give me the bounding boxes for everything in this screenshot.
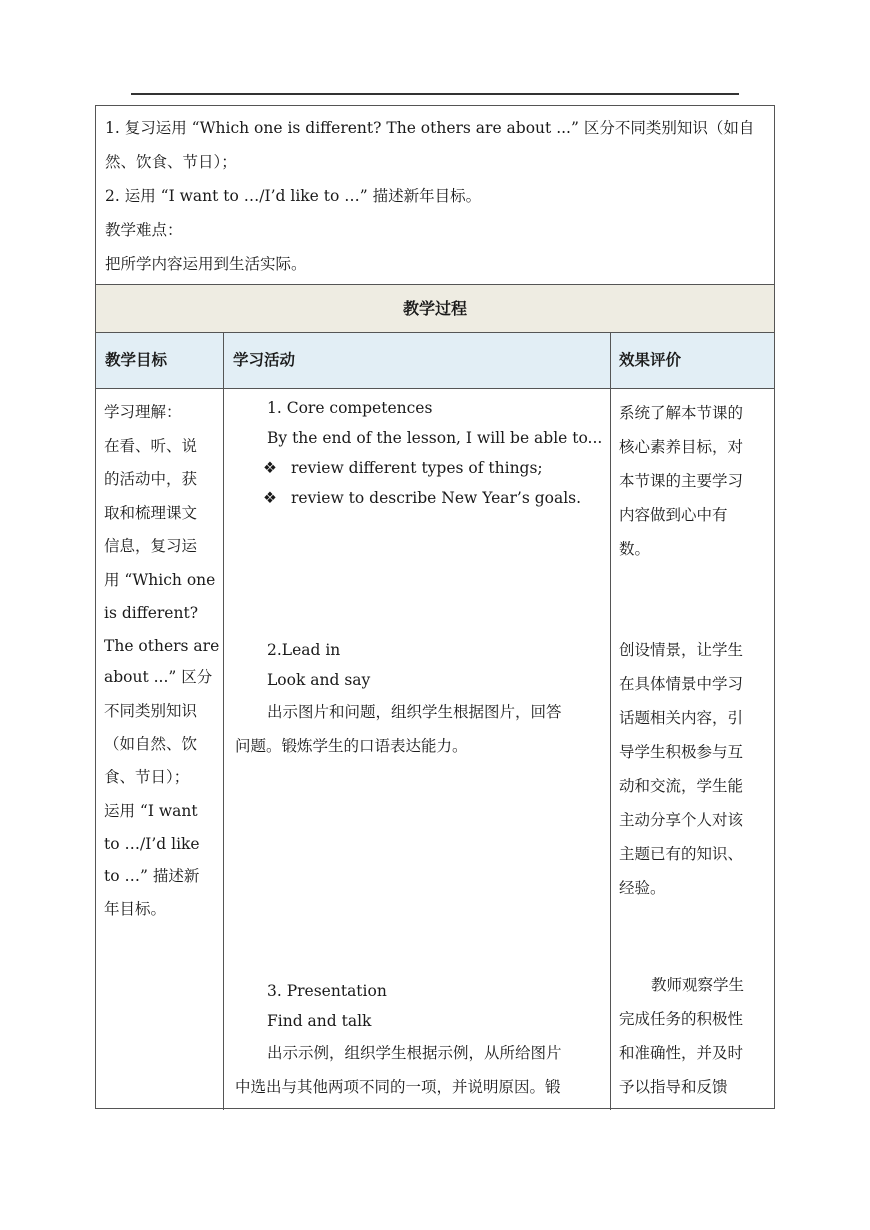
evaluation-line: 主动分享个人对该 [619, 811, 744, 829]
goal-line: 信息，复习运 [104, 537, 198, 555]
goal-line: 运用 “I want [104, 802, 198, 820]
lead-heading: 2.Lead in [267, 641, 341, 659]
column-header-row [96, 333, 774, 389]
presentation-text: 出示示例，组织学生根据示例，从所给图片 [267, 1044, 562, 1062]
column-header-activity: 学习活动 [233, 350, 296, 369]
goal-line: to …” 描述新 [104, 867, 200, 885]
core-item [263, 483, 581, 513]
evaluation-line: 完成任务的积极性 [619, 1010, 744, 1028]
goal-line: The others are [104, 636, 220, 655]
evaluation-line: 在具体情景中学习 [619, 675, 744, 693]
activity-cell [233, 393, 605, 1108]
evaluation-line: 经验。 [619, 879, 666, 897]
goal-line: 取和梳理课文 [104, 503, 198, 522]
goal-line: 学习理解： [104, 403, 182, 421]
intro-line: 教学难点： [105, 221, 183, 239]
evaluation-line: 导学生积极参与互 [619, 743, 744, 761]
evaluation-line: 予以指导和反馈 [619, 1078, 728, 1096]
lead-text: 问题。锻炼学生的口语表达能力。 [235, 737, 468, 755]
evaluation-line: 动和交流，学生能 [619, 777, 744, 795]
evaluation-line: 主题已有的知识、 [619, 845, 744, 863]
column-divider [223, 333, 224, 1110]
goal-line: 年目标。 [104, 900, 167, 918]
lead-text: 出示图片和问题，组织学生根据图片，回答 [267, 703, 562, 721]
core-item-text: review different types of things; [291, 459, 543, 477]
evaluation-line: 教师观察学生 [651, 976, 745, 994]
goal-line: is different? [104, 604, 199, 622]
process-title-row [96, 285, 774, 333]
column-header-evaluation: 效果评价 [619, 350, 682, 369]
header-rule [131, 93, 739, 95]
presentation-heading: 3. Presentation [267, 982, 387, 1000]
intro-line: 2. 运用 “I want to …/I’d like to …” 描述新年目标。 [105, 187, 482, 205]
teaching-focus-row [96, 106, 774, 285]
goal-line: to …/I’d like [104, 835, 200, 853]
lead-sub: Look and say [267, 671, 371, 689]
goal-line: （如自然、饮 [104, 735, 198, 753]
evaluation-line: 本节课的主要学习 [619, 472, 744, 490]
evaluation-line: 内容做到心中有 [619, 506, 728, 524]
evaluation-line: 话题相关内容，引 [619, 709, 744, 727]
column-divider [610, 333, 611, 1110]
goal-line: about ...” 区分 [104, 668, 213, 686]
core-heading: 1. Core competences [267, 399, 433, 417]
goal-line: 在看、听、说 [104, 436, 198, 455]
core-item-text: review to describe New Year’s goals. [291, 489, 582, 507]
goal-line: 不同类别知识 [104, 701, 198, 720]
intro-line: 把所学内容运用到生活实际。 [105, 255, 307, 273]
goal-line: 食、节日）； [104, 768, 190, 786]
column-header-goal: 教学目标 [105, 350, 168, 369]
diamond-bullet-icon: ❖ [263, 489, 277, 507]
intro-line: 1. 复习运用 “Which one is different? The others are about ...” 区分不同类别知识（如自 [105, 119, 755, 137]
presentation-text: 中选出与其他两项不同的一项，并说明原因。锻 [235, 1078, 561, 1096]
evaluation-line: 数。 [619, 540, 651, 558]
evaluation-line: 核心素养目标，对 [619, 438, 744, 456]
goal-line: 的活动中，获 [104, 470, 198, 488]
core-intro: By the end of the lesson, I will be able to... [267, 429, 603, 447]
process-title: 教学过程 [402, 299, 467, 318]
presentation-sub: Find and talk [267, 1012, 372, 1030]
diamond-bullet-icon: ❖ [263, 459, 277, 477]
evaluation-line: 系统了解本节课的 [619, 404, 744, 422]
evaluation-line: 和准确性，并及时 [619, 1044, 744, 1062]
evaluation-cell [619, 397, 771, 1107]
core-item [263, 453, 543, 483]
evaluation-line: 创设情景，让学生 [619, 641, 744, 659]
goal-line: 用 “Which one [104, 570, 216, 589]
lesson-plan-table [95, 105, 775, 1109]
intro-line: 然、饮食、节日）； [105, 153, 237, 171]
